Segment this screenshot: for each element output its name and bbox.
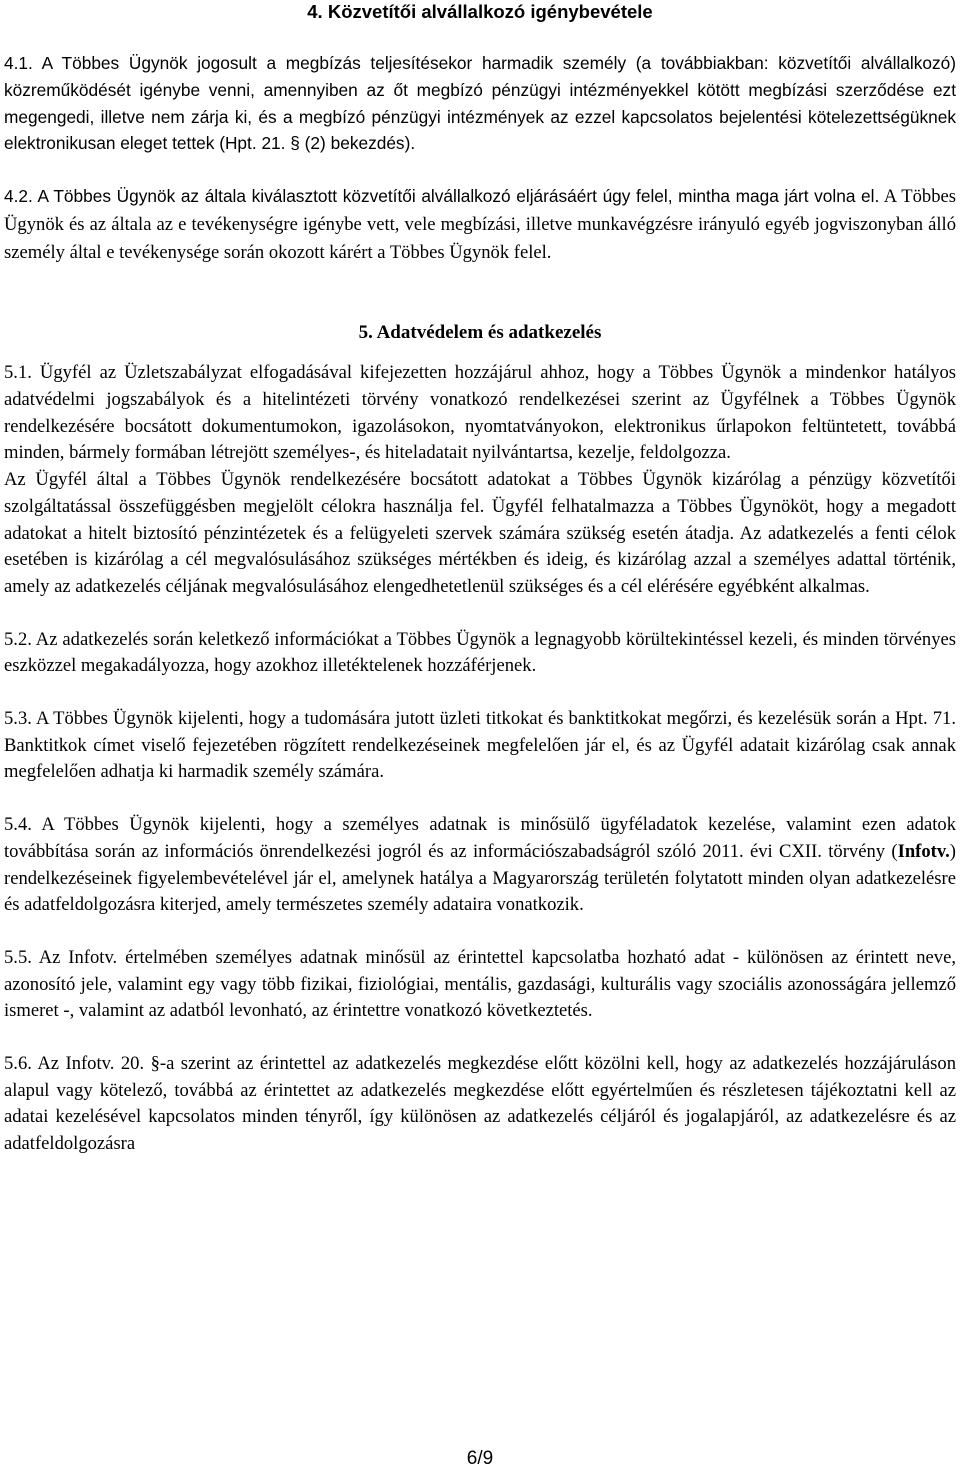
section-5-heading: 5. Adatvédelem és adatkezelés	[358, 322, 602, 344]
page-number: 6/9	[466, 1448, 494, 1469]
section-4-heading: 4. Közvetítői alvállalkozó igénybevétele	[307, 1, 653, 22]
paragraph-5-6: 5.6. Az Infotv. 20. §-a szerint az érintettel az adatkezelés megkezdése előtt közölni kell, hogy az adatkezelés hozzájáruláson alapul vagy kötelező, továbbá az érintettet az adatkezelés megkezdése előtt egyértelműen és részletesen tájékoztatni kell az adatai kezelésével kapcsolatos minden tényről, így különösen az adatkezelés céljáról és jogalapjáról, az adatkezelésre és az adatfeldolgozásra	[4, 1053, 956, 1155]
paragraph-5-4-part-b: ) rendelkezéseinek figyelembevételével jár el, amelynek hatálya a Magyarország területén folytatott minden olyan adatkezelésre és adatfeldolgozásra kiterjed, amely természetes személy adataira vonatkozik.	[4, 840, 956, 916]
document-page	[4, 0, 956, 1158]
paragraph-5-4	[4, 812, 956, 919]
paragraph-5-5: 5.5. Az Infotv. értelmében személyes adatnak minősül az érintettel kapcsolatba hozható adat - különösen az érintett neve, azonosító jele, valamint egy vagy több fizikai, fiziológiai, mentális, gazdasági, kulturális vagy szociális azonosságára jellemző ismeret -, valamint az adatból levonható, az érintettre vonatkozó következtetés.	[4, 946, 956, 1022]
paragraph-5-4-part-a: 5.4. A Többes Ügynök kijelenti, hogy a személyes adatnak is minősülő ügyféladatok kezelése, valamint ezen adatok továbbítása során az információs önrendelkezési jogról és az információszabadságról szóló 2011. évi CXII. törvény (	[4, 814, 956, 862]
paragraph-5-1-continued: Az Ügyfél által a Többes Ügynök rendelkezésére bocsátott adatokat a Többes Ügynök kizárólag a pénzügy közvetítői szolgáltatással összefüggésben megjelölt célokra használja fel. Ügyfél felhatalmazza a Többes Ügynököt, hogy a megadott adatokat a hitelt biztosító pénzintézetek és a felügyeleti szervek számára szükség esetén átadja. Az adatkezelés a fenti célok esetében is kizárólag a cél megvalósulásához szükséges mértékben és ideig, és kizárólag azzal a személyes adattal történik, amely az adatkezelés céljának megvalósulásához elengedhetetlenül szükséges és a cél elérésére egyébként alkalmas.	[4, 469, 956, 597]
paragraph-4-2-first-sentence: 4.2. A Többes Ügynök az általa kiválasztott közvetítői alvállalkozó eljárásáért úgy felel, mintha maga járt volna el.	[4, 186, 880, 207]
infotv-abbreviation: Infotv.	[897, 840, 950, 862]
paragraph-4-2	[4, 183, 956, 266]
paragraph-5-1: 5.1. Ügyfél az Üzletszabályzat elfogadásával kifejezetten hozzájárul ahhoz, hogy a Többes Ügynök a mindenkor hatályos adatvédelmi jogszabályok és a hitelintézeti törvény vonatkozó rendelkezései szerint az Ügyfélnek a Többes Ügynök rendelkezésére bocsátott dokumentumokon, igazolásokon, nyomtatványokon, elektronikus űrlapokon feltüntetett, továbbá minden, bármely formában létrejött személyes-, és hiteladatait nyilvántartsa, kezelje, feldolgozza.	[4, 362, 956, 464]
paragraph-4-2-rest: A Többes Ügynök és az általa az e tevékenységre igénybe vett, vele megbízási, illetve munkavégzésre irányuló egyéb jogviszonyban álló személy által e tevékenysége során okozott kárért a Többes Ügynök felel.	[4, 186, 956, 263]
paragraph-5-2: 5.2. Az adatkezelés során keletkező információkat a Többes Ügynök a legnagyobb körültekintéssel kezeli, és minden törvényes eszközzel megakadályozza, hogy azokhoz illetéktelenek hozzáférjenek.	[4, 628, 956, 677]
paragraph-5-3: 5.3. A Többes Ügynök kijelenti, hogy a tudomására jutott üzleti titkokat és banktitkokat megőrzi, és kezelésük során a Hpt. 71. Banktitkok címet viselő fejezetében rögzített rendelkezéseinek megfelelően jár el, és az Ügyfél adatait kizárólag csak annak megfelelően adhatja ki harmadik személy számára.	[4, 708, 956, 783]
paragraph-4-1: 4.1. A Többes Ügynök jogosult a megbízás teljesítésekor harmadik személy (a továbbiakban: közvetítői alvállalkozó) közreműködését igénybe venni, amennyiben az őt megbízó pénzügyi intézményekkel kötött megbízási szerződése ezt megengedi, illetve nem zárja ki, és a megbízó pénzügyi intézmények az ezzel kapcsolatos bejelentési kötelezettségüknek elektronikusan eleget tettek (Hpt. 21. § (2) bekezdés).	[4, 53, 956, 154]
